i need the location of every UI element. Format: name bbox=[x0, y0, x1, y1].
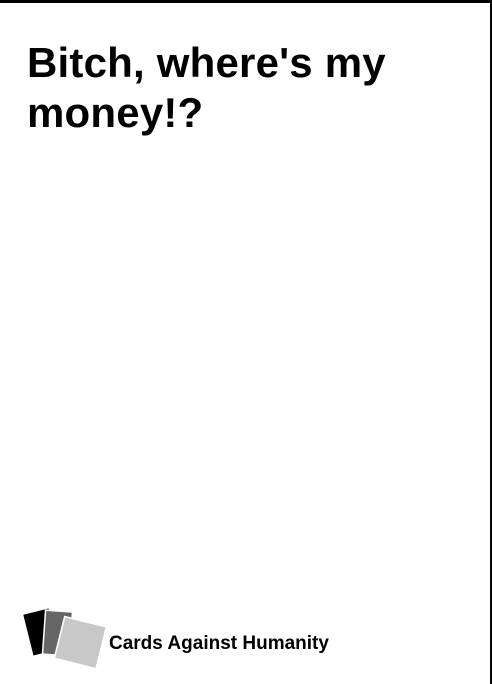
brand-name: Cards Against Humanity bbox=[109, 633, 329, 654]
card-prompt-text: Bitch, where's my money!? bbox=[27, 39, 386, 136]
logo-card-light bbox=[54, 617, 106, 669]
card-top-edge bbox=[0, 0, 490, 3]
stacked-cards-icon bbox=[20, 605, 110, 670]
